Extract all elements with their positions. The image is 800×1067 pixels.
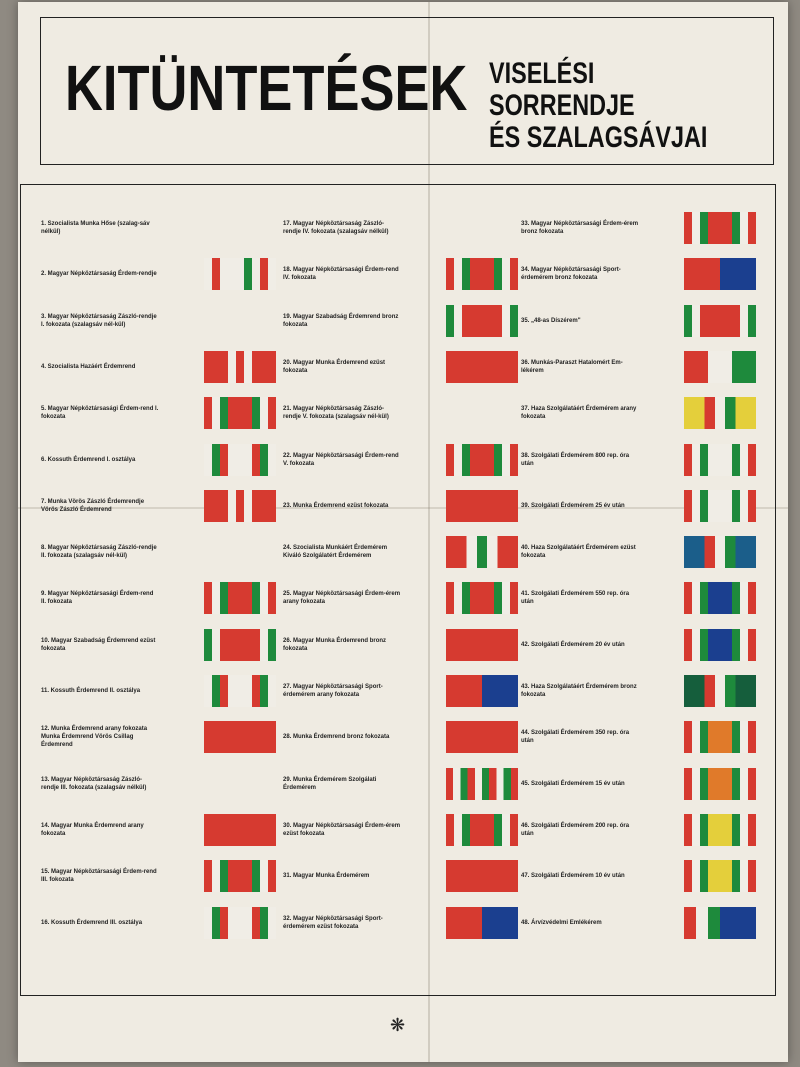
decoration-entry	[521, 577, 756, 619]
ribbon-bar	[446, 490, 518, 522]
ribbon-bar	[684, 351, 756, 383]
decoration-label: 5. Magyar Népköztársasági Érdem-rend I. fokozata	[41, 406, 159, 421]
subtitle-line-1: VISELÉSI SORRENDJE	[489, 57, 635, 122]
decoration-entry	[41, 670, 276, 712]
decoration-label: 30. Magyar Népköztársasági Érdem-érem ezüst fokozata	[283, 822, 401, 837]
decorations-list	[20, 184, 776, 996]
decoration-label: 4. Szocialista Hazáért Érdemrend	[41, 363, 136, 370]
decoration-label: 24. Szocialista Munkáért Érdemérem Kiváló Szolgálatért Érdemérem	[283, 545, 388, 560]
decoration-entry	[521, 253, 756, 295]
page-subtitle	[489, 58, 711, 154]
decoration-label: 41. Szolgálati Érdemérem 550 rep. óra után	[521, 591, 630, 606]
decoration-label: 38. Szolgálati Érdemérem 800 rep. óra után	[521, 452, 630, 467]
decoration-label: 16. Kossuth Érdemrend III. osztálya	[41, 919, 143, 926]
decoration-label: 32. Magyar Népköztársasági Sport-érdemérem ezüst fokozata	[283, 915, 383, 930]
ribbon-bar	[684, 490, 756, 522]
ribbon-bar	[204, 258, 276, 290]
decoration-label: 37. Haza Szolgálatáért Érdemérem arany fokozata	[521, 406, 637, 421]
ribbon-bar	[204, 582, 276, 614]
decoration-entry	[283, 300, 518, 342]
ribbon-bar	[684, 397, 756, 429]
ribbon-bar	[684, 258, 756, 290]
decoration-label: 10. Magyar Szabadság Érdemrend ezüst fokozata	[41, 637, 156, 652]
decoration-label: 29. Munka Érdemérem Szolgálati Érdemérem	[283, 776, 377, 791]
decoration-label: 18. Magyar Népköztársasági Érdem-rend IV. fokozata	[283, 267, 399, 282]
decoration-entry	[283, 809, 518, 851]
decoration-entry	[41, 253, 276, 295]
decoration-label: 27. Magyar Népköztársasági Sport-érdemérem arany fokozata	[283, 684, 383, 698]
decoration-entry	[283, 439, 518, 481]
decoration-entry	[521, 300, 756, 342]
ribbon-bar	[446, 258, 518, 290]
decoration-label: 48. Árvízvédelmi Emlékérem	[521, 919, 602, 926]
ribbon-bar	[684, 305, 756, 337]
ribbon-bar	[446, 814, 518, 846]
ribbon-bar	[446, 536, 518, 568]
decoration-label: 20. Magyar Munka Érdemrend ezüst fokozata	[283, 359, 386, 374]
ribbon-bar	[204, 351, 276, 383]
decoration-label: 28. Munka Érdemrend bronz fokozata	[283, 734, 390, 741]
decoration-label: 31. Magyar Munka Érdemérem	[283, 873, 370, 880]
decoration-entry	[283, 716, 518, 758]
decoration-entry	[283, 485, 518, 527]
decoration-entry	[41, 624, 276, 666]
decoration-entry	[283, 624, 518, 666]
decoration-entry	[41, 300, 276, 342]
decoration-label: 47. Szolgálati Érdemérem 10 év után	[521, 873, 625, 880]
ribbon-bar	[446, 305, 518, 337]
ribbon-bar	[204, 814, 276, 846]
decoration-label: 7. Munka Vörös Zászló Érdemrendje Vörös Zászló Érdemrend	[41, 498, 145, 513]
decoration-entry	[521, 485, 756, 527]
decoration-entry	[283, 531, 518, 573]
decoration-entry	[521, 763, 756, 805]
decoration-label: 14. Magyar Munka Érdemrend arany fokozata	[41, 822, 144, 837]
ribbon-bar	[446, 721, 518, 753]
ribbon-bar	[204, 907, 276, 939]
decoration-label: 9. Magyar Népköztársasági Érdem-rend II. fokozata	[41, 591, 154, 606]
decoration-entry	[41, 763, 276, 805]
decoration-entry	[41, 855, 276, 897]
decoration-entry	[283, 670, 518, 712]
ribbon-bar	[684, 814, 756, 846]
ribbon-bar	[684, 675, 756, 707]
decoration-label: 26. Magyar Munka Érdemrend bronz fokozata	[283, 637, 387, 652]
decoration-entry	[283, 207, 518, 249]
ribbon-bar	[684, 212, 756, 244]
decoration-label: 44. Szolgálati Érdemérem 350 rep. óra után	[521, 730, 630, 745]
decoration-entry	[521, 392, 756, 434]
ribbon-bar	[446, 582, 518, 614]
ribbon-bar	[446, 351, 518, 383]
decoration-label: 22. Magyar Népköztársasági Érdem-rend V. fokozata	[283, 452, 399, 467]
subtitle-line-2: ÉS SZALAGSÁVJAI	[489, 121, 708, 154]
decoration-entry	[41, 392, 276, 434]
decoration-label: 25. Magyar Népköztársasági Érdem-érem arany fokozata	[283, 591, 401, 606]
decoration-entry	[521, 855, 756, 897]
page-title: KITÜNTETÉSEK	[65, 52, 468, 124]
decoration-label: 45. Szolgálati Érdemérem 15 év után	[521, 780, 625, 787]
decoration-entry	[283, 577, 518, 619]
decoration-entry	[521, 670, 756, 712]
ribbon-bar	[684, 907, 756, 939]
decoration-label: 19. Magyar Szabadság Érdemrend bronz fokozata	[283, 313, 399, 328]
decoration-entry	[521, 346, 756, 388]
decoration-entry	[41, 902, 276, 944]
decoration-label: 3. Magyar Népköztársaság Zászló-rendje I. fokozata (szalagsáv nél-kül)	[41, 313, 157, 328]
decoration-entry	[521, 531, 756, 573]
decoration-entry	[521, 716, 756, 758]
ribbon-bar	[204, 444, 276, 476]
ribbon-bar	[446, 629, 518, 661]
decoration-label: 33. Magyar Népköztársasági Érdem-érem bronz fokozata	[521, 221, 639, 235]
ribbon-bar	[684, 582, 756, 614]
ribbon-bar	[204, 675, 276, 707]
decoration-label: 6. Kossuth Érdemrend I. osztálya	[41, 456, 136, 463]
decoration-entry	[41, 809, 276, 851]
ribbon-bar	[684, 536, 756, 568]
decoration-entry	[283, 855, 518, 897]
decoration-entry	[521, 624, 756, 666]
decoration-entry	[283, 346, 518, 388]
ribbon-bar	[684, 444, 756, 476]
decoration-entry	[41, 346, 276, 388]
decoration-label: 21. Magyar Népköztársaság Zászló-rendje V. fokozata (szalagsáv nél-kül)	[283, 406, 389, 421]
decoration-label: 8. Magyar Népköztársaság Zászló-rendje II. fokozata (szalagsáv nél-kül)	[41, 545, 157, 560]
ribbon-bar	[446, 675, 518, 707]
header-frame	[40, 17, 774, 165]
footer-ornament: ❋	[390, 1015, 406, 1035]
decoration-entry	[521, 809, 756, 851]
decoration-entry	[283, 392, 518, 434]
decoration-entry	[283, 253, 518, 295]
decoration-label: 15. Magyar Népköztársasági Érdem-rend III. fokozata	[41, 869, 157, 884]
ribbon-bar	[204, 721, 276, 753]
decoration-label: 39. Szolgálati Érdemérem 25 év után	[521, 502, 625, 509]
poster-sheet	[18, 2, 788, 1062]
ribbon-bar	[684, 768, 756, 800]
decoration-label: 35. „48-as Díszérem"	[521, 317, 581, 324]
ribbon-bar	[684, 629, 756, 661]
ribbon-bar	[684, 721, 756, 753]
decoration-entry	[41, 485, 276, 527]
decoration-label: 11. Kossuth Érdemrend II. osztálya	[41, 688, 141, 694]
decoration-label: 43. Haza Szolgálatáért Érdemérem bronz fokozata	[521, 684, 637, 698]
ribbon-bar	[446, 907, 518, 939]
decoration-entry	[283, 902, 518, 944]
decoration-label: 36. Munkás-Paraszt Hatalomért Em-lékérem	[521, 359, 623, 374]
decoration-label: 17. Magyar Népköztársaság Zászló-rendje IV. fokozata (szalagsáv nélkül)	[283, 221, 389, 235]
ribbon-bar	[446, 860, 518, 892]
decoration-label: 13. Magyar Népköztársaság Zászló-rendje III. fokozata (szalagsáv nélkül)	[41, 776, 147, 791]
decoration-label: 2. Magyar Népköztársaság Érdem-rendje	[41, 271, 157, 278]
decoration-entry	[521, 207, 756, 249]
decoration-label: 1. Szocialista Munka Hőse (szalag-sáv nélkül)	[41, 221, 150, 235]
decoration-entry	[41, 577, 276, 619]
ribbon-bar	[204, 860, 276, 892]
decoration-entry	[41, 207, 276, 249]
decoration-entry	[521, 439, 756, 481]
decoration-label: 40. Haza Szolgálatáért Érdemérem ezüst fokozata	[521, 545, 636, 560]
decoration-label: 34. Magyar Népköztársasági Sport-érdemérem bronz fokozata	[521, 267, 621, 282]
ribbon-bar	[446, 444, 518, 476]
ribbon-bar	[204, 397, 276, 429]
decoration-entry	[41, 531, 276, 573]
decoration-entry	[41, 716, 276, 758]
decoration-entry	[41, 439, 276, 481]
decoration-label: 12. Munka Érdemrend arany fokozata Munka Érdemrend Vörös Csillag Érdemrend	[41, 726, 148, 749]
ribbon-bar	[204, 490, 276, 522]
decoration-entry	[283, 763, 518, 805]
ribbon-bar	[684, 860, 756, 892]
decoration-label: 23. Munka Érdemrend ezüst fokozata	[283, 502, 389, 509]
decoration-label: 42. Szolgálati Érdemérem 20 év után	[521, 641, 625, 648]
ribbon-bar	[446, 768, 518, 800]
decoration-label: 46. Szolgálati Érdemérem 200 rep. óra után	[521, 822, 630, 837]
decoration-entry	[521, 902, 756, 944]
ribbon-bar	[204, 629, 276, 661]
